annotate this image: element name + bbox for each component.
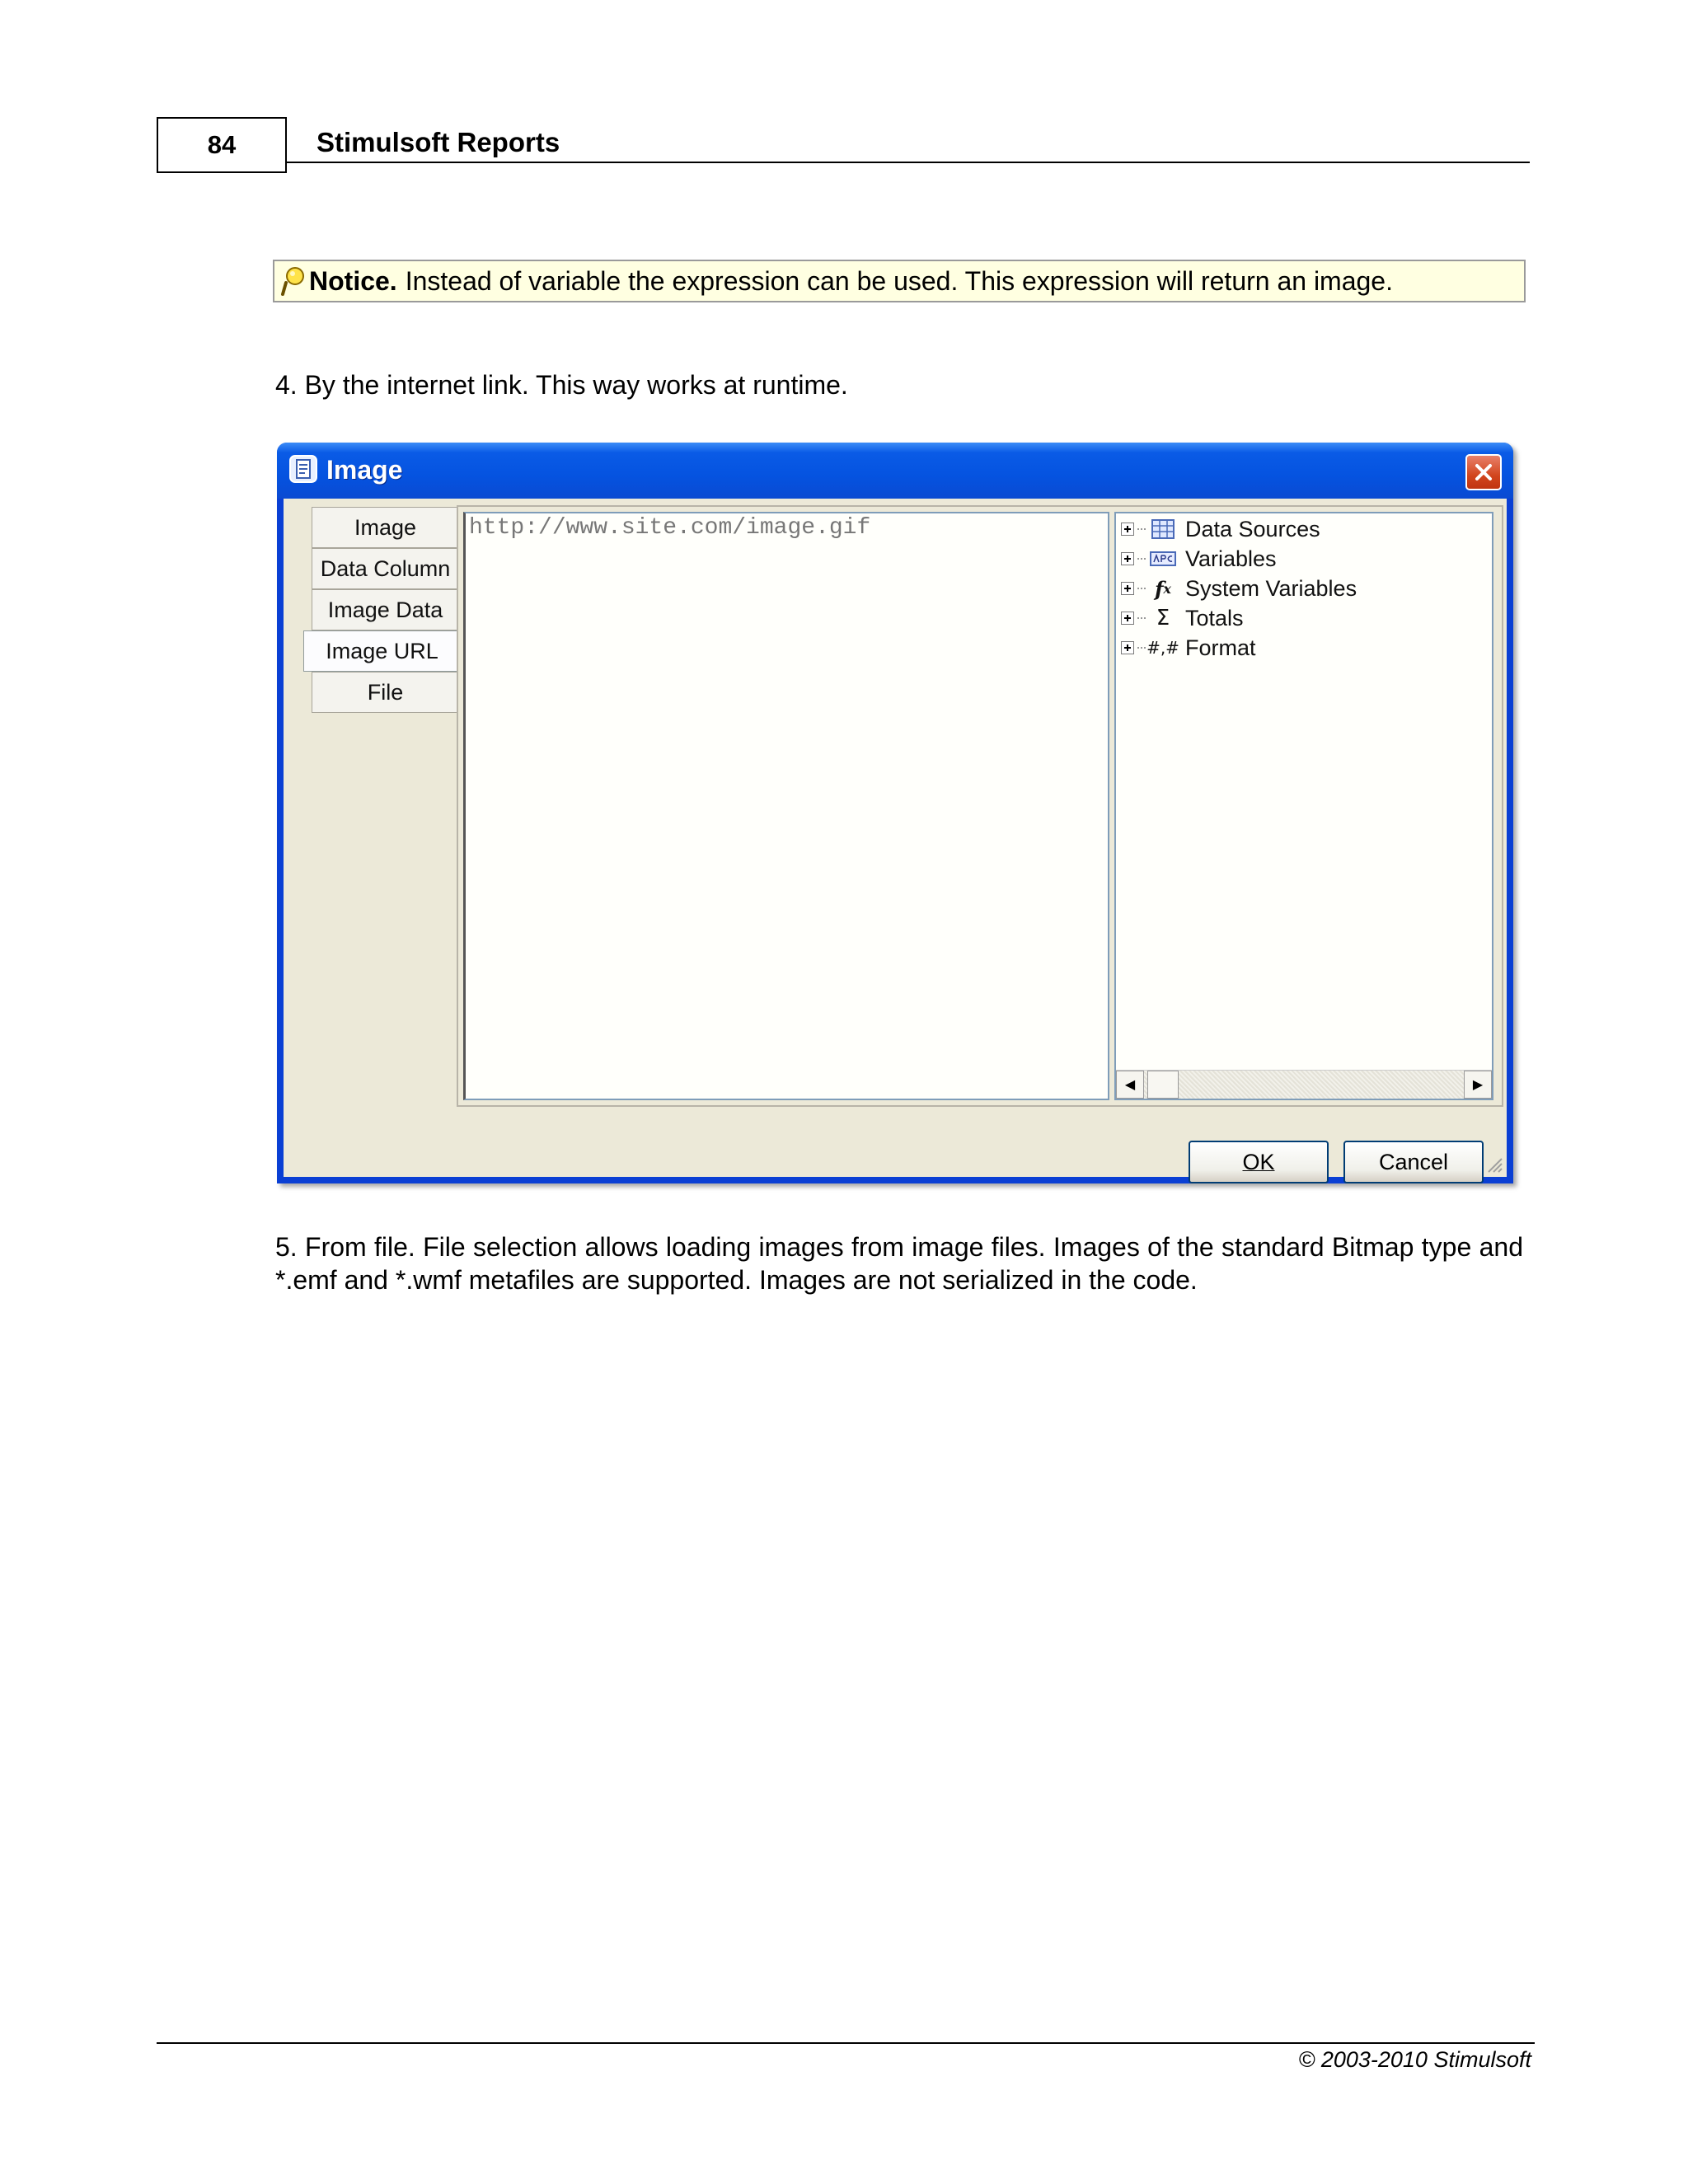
dialog-title: Image — [326, 455, 403, 485]
header-divider — [287, 162, 1530, 163]
resize-grip-icon[interactable] — [1482, 1152, 1503, 1174]
close-button[interactable] — [1465, 454, 1502, 490]
tab-file[interactable]: File — [312, 672, 458, 713]
cancel-button[interactable] — [1343, 1141, 1484, 1183]
expand-icon[interactable] — [1121, 523, 1134, 536]
document-icon — [288, 454, 318, 484]
close-icon — [1474, 462, 1493, 482]
lightbulb-icon — [279, 265, 307, 298]
sigma-icon: Σ — [1156, 606, 1170, 630]
expand-icon[interactable] — [1121, 552, 1134, 565]
tree-item-label: Data Sources — [1185, 516, 1320, 541]
dictionary-tree[interactable] — [1114, 512, 1493, 1100]
image-dialog — [277, 443, 1513, 1183]
scroll-thumb[interactable] — [1147, 1071, 1179, 1099]
tree-item-totals[interactable] — [1121, 604, 1244, 632]
step-5-text: 5. From file. File selection allows loading images from image files. Images of the standard Bitmap type and *.emf and *.wmf metafiles are supported. Images are not serialized in the code. — [275, 1232, 1523, 1295]
tree-item-label: System Variables — [1185, 575, 1357, 601]
tree-item-label: Totals — [1185, 605, 1244, 630]
expand-icon[interactable] — [1121, 641, 1134, 654]
tab-image-url[interactable]: Image URL — [303, 630, 460, 672]
header-title: Stimulsoft Reports — [316, 127, 560, 157]
notice-box — [273, 260, 1526, 302]
step-4-text: 4. By the internet link. This way works at runtime. — [275, 370, 848, 400]
footer-divider — [157, 2042, 1535, 2044]
scroll-right-icon[interactable]: ▶ — [1464, 1071, 1492, 1099]
tree-item-variables[interactable] — [1121, 545, 1277, 573]
tab-data-column[interactable]: Data Column — [312, 548, 458, 589]
dialog-body — [284, 499, 1507, 1177]
tab-content-panel — [457, 505, 1503, 1107]
page-number: 84 — [157, 117, 287, 173]
url-expression-input[interactable]: http://www.site.com/image.gif — [463, 512, 1109, 1100]
tree-item-format[interactable] — [1121, 634, 1256, 662]
horizontal-scrollbar[interactable] — [1116, 1070, 1492, 1099]
tree-item-data-sources[interactable] — [1121, 515, 1320, 543]
scroll-left-icon[interactable]: ◀ — [1116, 1071, 1144, 1099]
tab-image-data[interactable]: Image Data — [312, 589, 458, 630]
function-icon: f x — [1155, 576, 1171, 601]
data-sources-icon — [1149, 518, 1177, 540]
notice-label: Notice. — [309, 265, 397, 296]
expand-icon[interactable] — [1121, 612, 1134, 625]
ok-button-label: OK — [1242, 1149, 1275, 1174]
ok-button[interactable] — [1189, 1141, 1329, 1183]
footer-copyright: © 2003-2010 Stimulsoft — [1298, 2047, 1531, 2072]
variables-icon — [1149, 548, 1177, 569]
tab-image[interactable]: Image — [312, 507, 458, 548]
expand-icon[interactable] — [1121, 582, 1134, 595]
notice-text: Instead of variable the expression can be used. This expression will return an image. — [405, 265, 1393, 296]
cancel-button-label: Cancel — [1378, 1149, 1449, 1174]
format-icon: #,# — [1146, 638, 1179, 658]
tree-item-label: Variables — [1185, 546, 1277, 571]
tree-item-system-variables[interactable] — [1121, 574, 1357, 602]
dialog-titlebar[interactable] — [277, 443, 1513, 499]
tree-item-label: Format — [1185, 635, 1256, 660]
